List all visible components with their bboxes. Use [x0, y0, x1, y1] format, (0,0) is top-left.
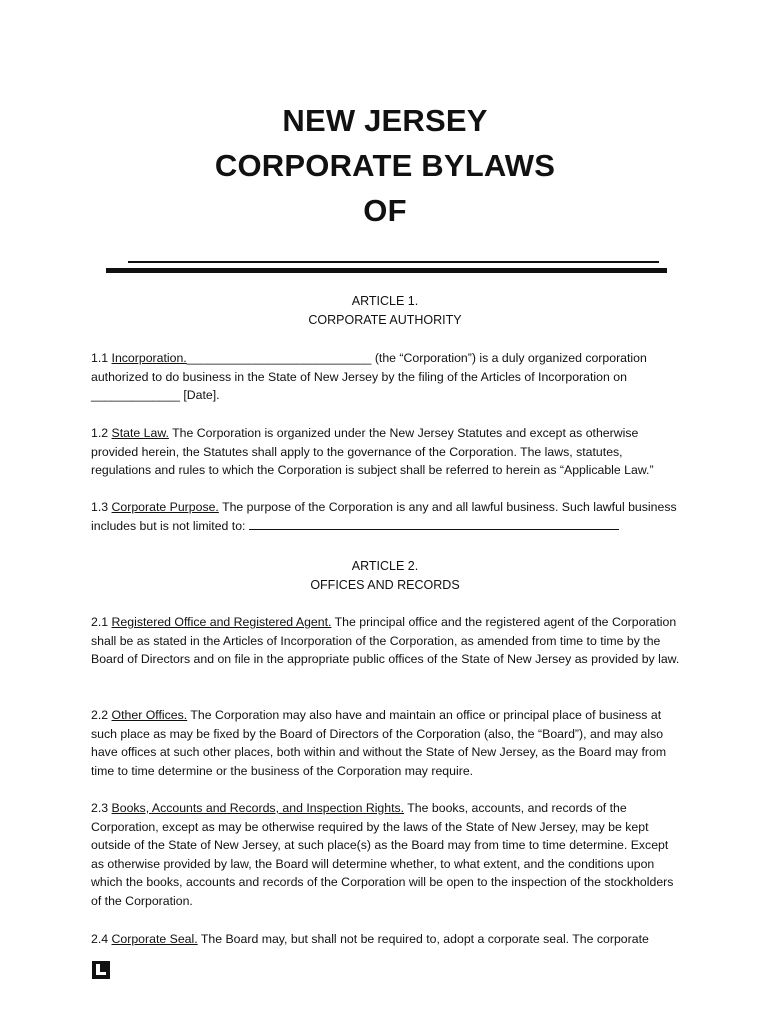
title-line-1: NEW JERSEY [282, 103, 488, 138]
title-divider-rule [106, 268, 667, 273]
section-text: The purpose of the Corporation is any and all lawful business. Such lawful business includes but is not limited to: [91, 500, 677, 533]
article-1-number: ARTICLE 1. [351, 294, 419, 308]
section-heading: Other Offices. [111, 708, 188, 722]
section-text: The books, accounts, and records of the Corporation, except as may be otherwise required by the laws of the State of New Jersey, may be kept outside of the State of New Jersey, at such place(s) as the Board may from time to time determine. Except as otherwise provided by law, the Board will determine whether, to what extent, and the conditions upon which the books, accounts and records of the Corporation will be open to the inspection of the stockholders of the Corporation. [91, 801, 674, 908]
section-heading: Books, Accounts and Records, and Inspection Rights. [111, 801, 405, 815]
article-2-name: OFFICES AND RECORDS [310, 578, 460, 592]
section-heading: Registered Office and Registered Agent. [111, 615, 332, 629]
section-text: The Board may, but shall not be required to, adopt a corporate seal. The corporate [200, 932, 649, 946]
section-number: 2.1 [91, 615, 109, 629]
date-placeholder: [Date]. [183, 388, 220, 403]
section-heading: Corporate Seal. [111, 932, 198, 946]
business-purpose-blank [249, 529, 619, 530]
corporation-name-blank-line [128, 261, 659, 263]
section-1-3 [91, 498, 681, 535]
section-number: 2.4 [91, 932, 109, 946]
document-title [0, 98, 770, 233]
section-number: 2.3 [91, 801, 109, 815]
section-number: 2.2 [91, 708, 109, 722]
legal-templates-logo-icon [92, 961, 110, 979]
section-text: The Corporation is organized under the New Jersey Statutes and except as otherwise provided herein, the Statutes shall apply to the governance of the Corporation. The laws, statutes, regulations and rules to which the Corporation is subject shall be referred to herein as “Applicable Law.” [91, 426, 654, 478]
section-1-2 [91, 424, 681, 480]
title-line-3: OF [363, 193, 407, 228]
article-2-number: ARTICLE 2. [351, 559, 419, 573]
section-text: (the “Corporation”) is a duly organized corporation authorized to do business in the State of New Jersey by the filing of the Articles of Incorporation on [91, 351, 647, 384]
section-2-1 [91, 613, 681, 669]
section-text: The principal office and the registered agent of the Corporation shall be as stated in the Articles of Incorporation of the Corporation, as amended from time to time by the Board of Directors and on file in the appropriate public offices of the State of New Jersey as provided by law. [91, 615, 680, 667]
section-1-1 [91, 349, 681, 405]
article-1-name: CORPORATE AUTHORITY [308, 313, 462, 327]
section-text: The Corporation may also have and maintain an office or principal place of business at such place as may be fixed by the Board of Directors of the Corporation (also, the “Board”), and may also have offices at such other places, both within and without the State of New Jersey, as the Board may from time to time determine or the business of the Corporation may require. [91, 708, 667, 778]
section-number: 1.1 [91, 351, 109, 365]
incorporation-date-blank: _____________ [91, 388, 180, 403]
section-2-3 [91, 799, 681, 911]
title-line-2: CORPORATE BYLAWS [214, 148, 556, 183]
section-number: 1.2 [91, 426, 109, 440]
section-heading: Incorporation. [111, 351, 187, 365]
article-1-heading [0, 292, 770, 330]
incorporation-name-blank: ___________________________ [186, 351, 372, 365]
section-heading: Corporate Purpose. [111, 500, 219, 514]
section-2-4 [91, 930, 681, 949]
section-2-2 [91, 706, 681, 780]
article-2-heading [0, 557, 770, 595]
section-heading: State Law. [111, 426, 169, 440]
section-number: 1.3 [91, 500, 109, 514]
